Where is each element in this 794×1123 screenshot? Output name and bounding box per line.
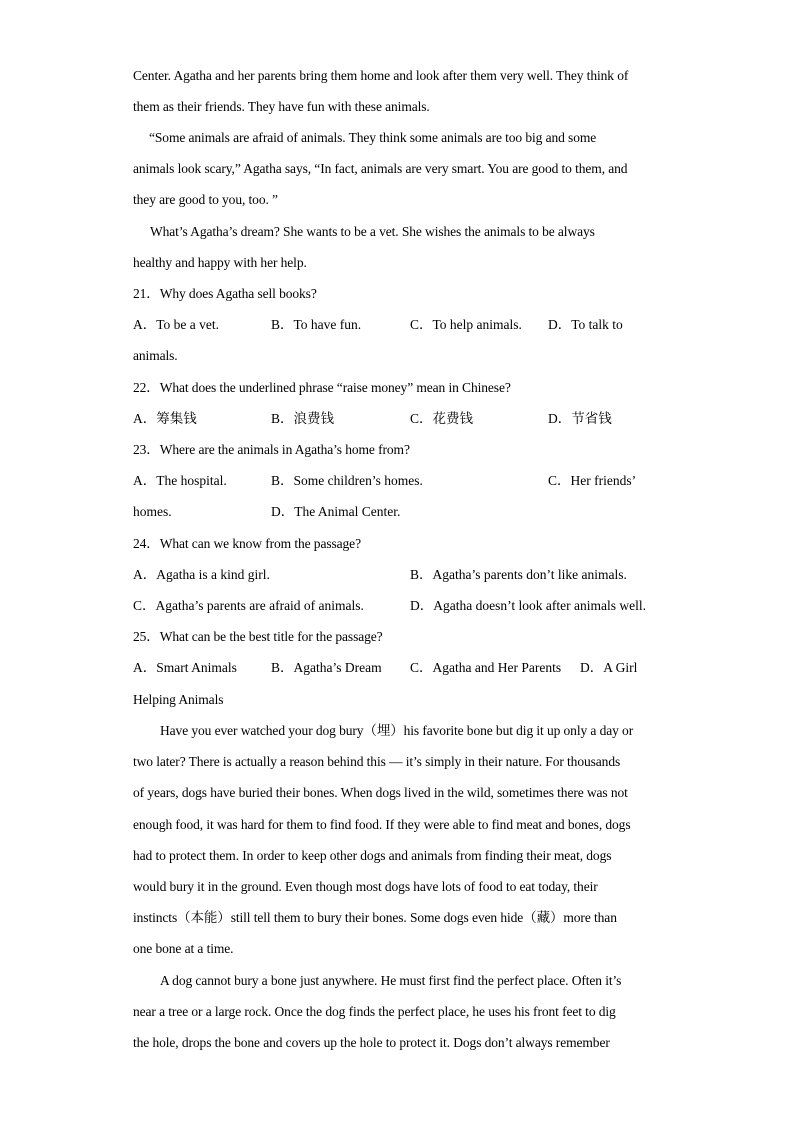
- question-option: D．Agatha doesn’t look after animals well.: [410, 598, 646, 613]
- question-option: A．Smart Animals: [133, 660, 237, 675]
- question-option: C．To help animals.: [410, 317, 522, 332]
- passage-a-line: Center. Agatha and her parents bring them home and look after them very well. They think of: [133, 68, 629, 83]
- question-option-continuation: animals.: [133, 348, 178, 363]
- passage-a-line: they are good to you, too. ”: [133, 192, 278, 207]
- question-option: C．Her friends’: [548, 473, 637, 488]
- passage-a-line: animals look scary,” Agatha says, “In fact, animals are very smart. You are good to them, and: [133, 161, 628, 176]
- question-option: D．To talk to: [548, 317, 623, 332]
- passage-a-line: them as their friends. They have fun with these animals.: [133, 99, 430, 114]
- question-stem: 22．What does the underlined phrase “raise money” mean in Chinese?: [133, 380, 511, 395]
- question-option-continuation: Helping Animals: [133, 692, 224, 707]
- passage-b-line: A dog cannot bury a bone just anywhere. He must first find the perfect place. Often it’s: [160, 973, 622, 988]
- passage-b-line: near a tree or a large rock. Once the dog finds the perfect place, he uses his front feet to dig: [133, 1004, 616, 1019]
- question-option: A．The hospital.: [133, 473, 227, 488]
- question-option: B．浪费钱: [271, 411, 335, 426]
- passage-b-line: two later? There is actually a reason behind this — it’s simply in their nature. For thousands: [133, 754, 621, 769]
- question-option: B．Some children’s homes.: [271, 473, 423, 488]
- question-option: B．To have fun.: [271, 317, 362, 332]
- question-option: A．To be a vet.: [133, 317, 220, 332]
- passage-b-line: Have you ever watched your dog bury（埋）his favorite bone but dig it up only a day or: [160, 723, 634, 738]
- passage-b-line: had to protect them. In order to keep other dogs and animals from finding their meat, dogs: [133, 848, 612, 863]
- passage-b-line: the hole, drops the bone and covers up the hole to protect it. Dogs don’t always remember: [133, 1035, 610, 1050]
- question-option: C．花费钱: [410, 411, 474, 426]
- passage-b-line: one bone at a time.: [133, 941, 234, 956]
- question-option: D．The Animal Center.: [271, 504, 401, 519]
- question-option: D．节省钱: [548, 411, 612, 426]
- question-option: C．Agatha’s parents are afraid of animals.: [133, 598, 364, 613]
- passage-b-line: enough food, it was hard for them to find food. If they were able to find meat and bones, dogs: [133, 817, 631, 832]
- question-option-continuation: homes.: [133, 504, 172, 519]
- passage-b-line: instincts（本能）still tell them to bury their bones. Some dogs even hide（藏）more than: [133, 910, 617, 925]
- passage-b-line: of years, dogs have buried their bones. When dogs lived in the wild, sometimes there was not: [133, 785, 628, 800]
- question-option: A．筹集钱: [133, 411, 197, 426]
- question-stem: 23．Where are the animals in Agatha’s home from?: [133, 442, 410, 457]
- passage-a-line: “Some animals are afraid of animals. They think some animals are too big and some: [149, 130, 597, 145]
- question-option: B．Agatha’s parents don’t like animals.: [410, 567, 627, 582]
- question-stem: 24．What can we know from the passage?: [133, 536, 361, 551]
- question-option: A．Agatha is a kind girl.: [133, 567, 270, 582]
- question-option: C．Agatha and Her Parents: [410, 660, 562, 675]
- question-option: B．Agatha’s Dream: [271, 660, 382, 675]
- passage-b-line: would bury it in the ground. Even though most dogs have lots of food to eat today, their: [133, 879, 598, 894]
- passage-a-line: What’s Agatha’s dream? She wants to be a vet. She wishes the animals to be always: [150, 224, 595, 239]
- passage-a-line: healthy and happy with her help.: [133, 255, 307, 270]
- question-option: D．A Girl: [580, 660, 638, 675]
- question-stem: 21．Why does Agatha sell books?: [133, 286, 317, 301]
- question-stem: 25．What can be the best title for the passage?: [133, 629, 383, 644]
